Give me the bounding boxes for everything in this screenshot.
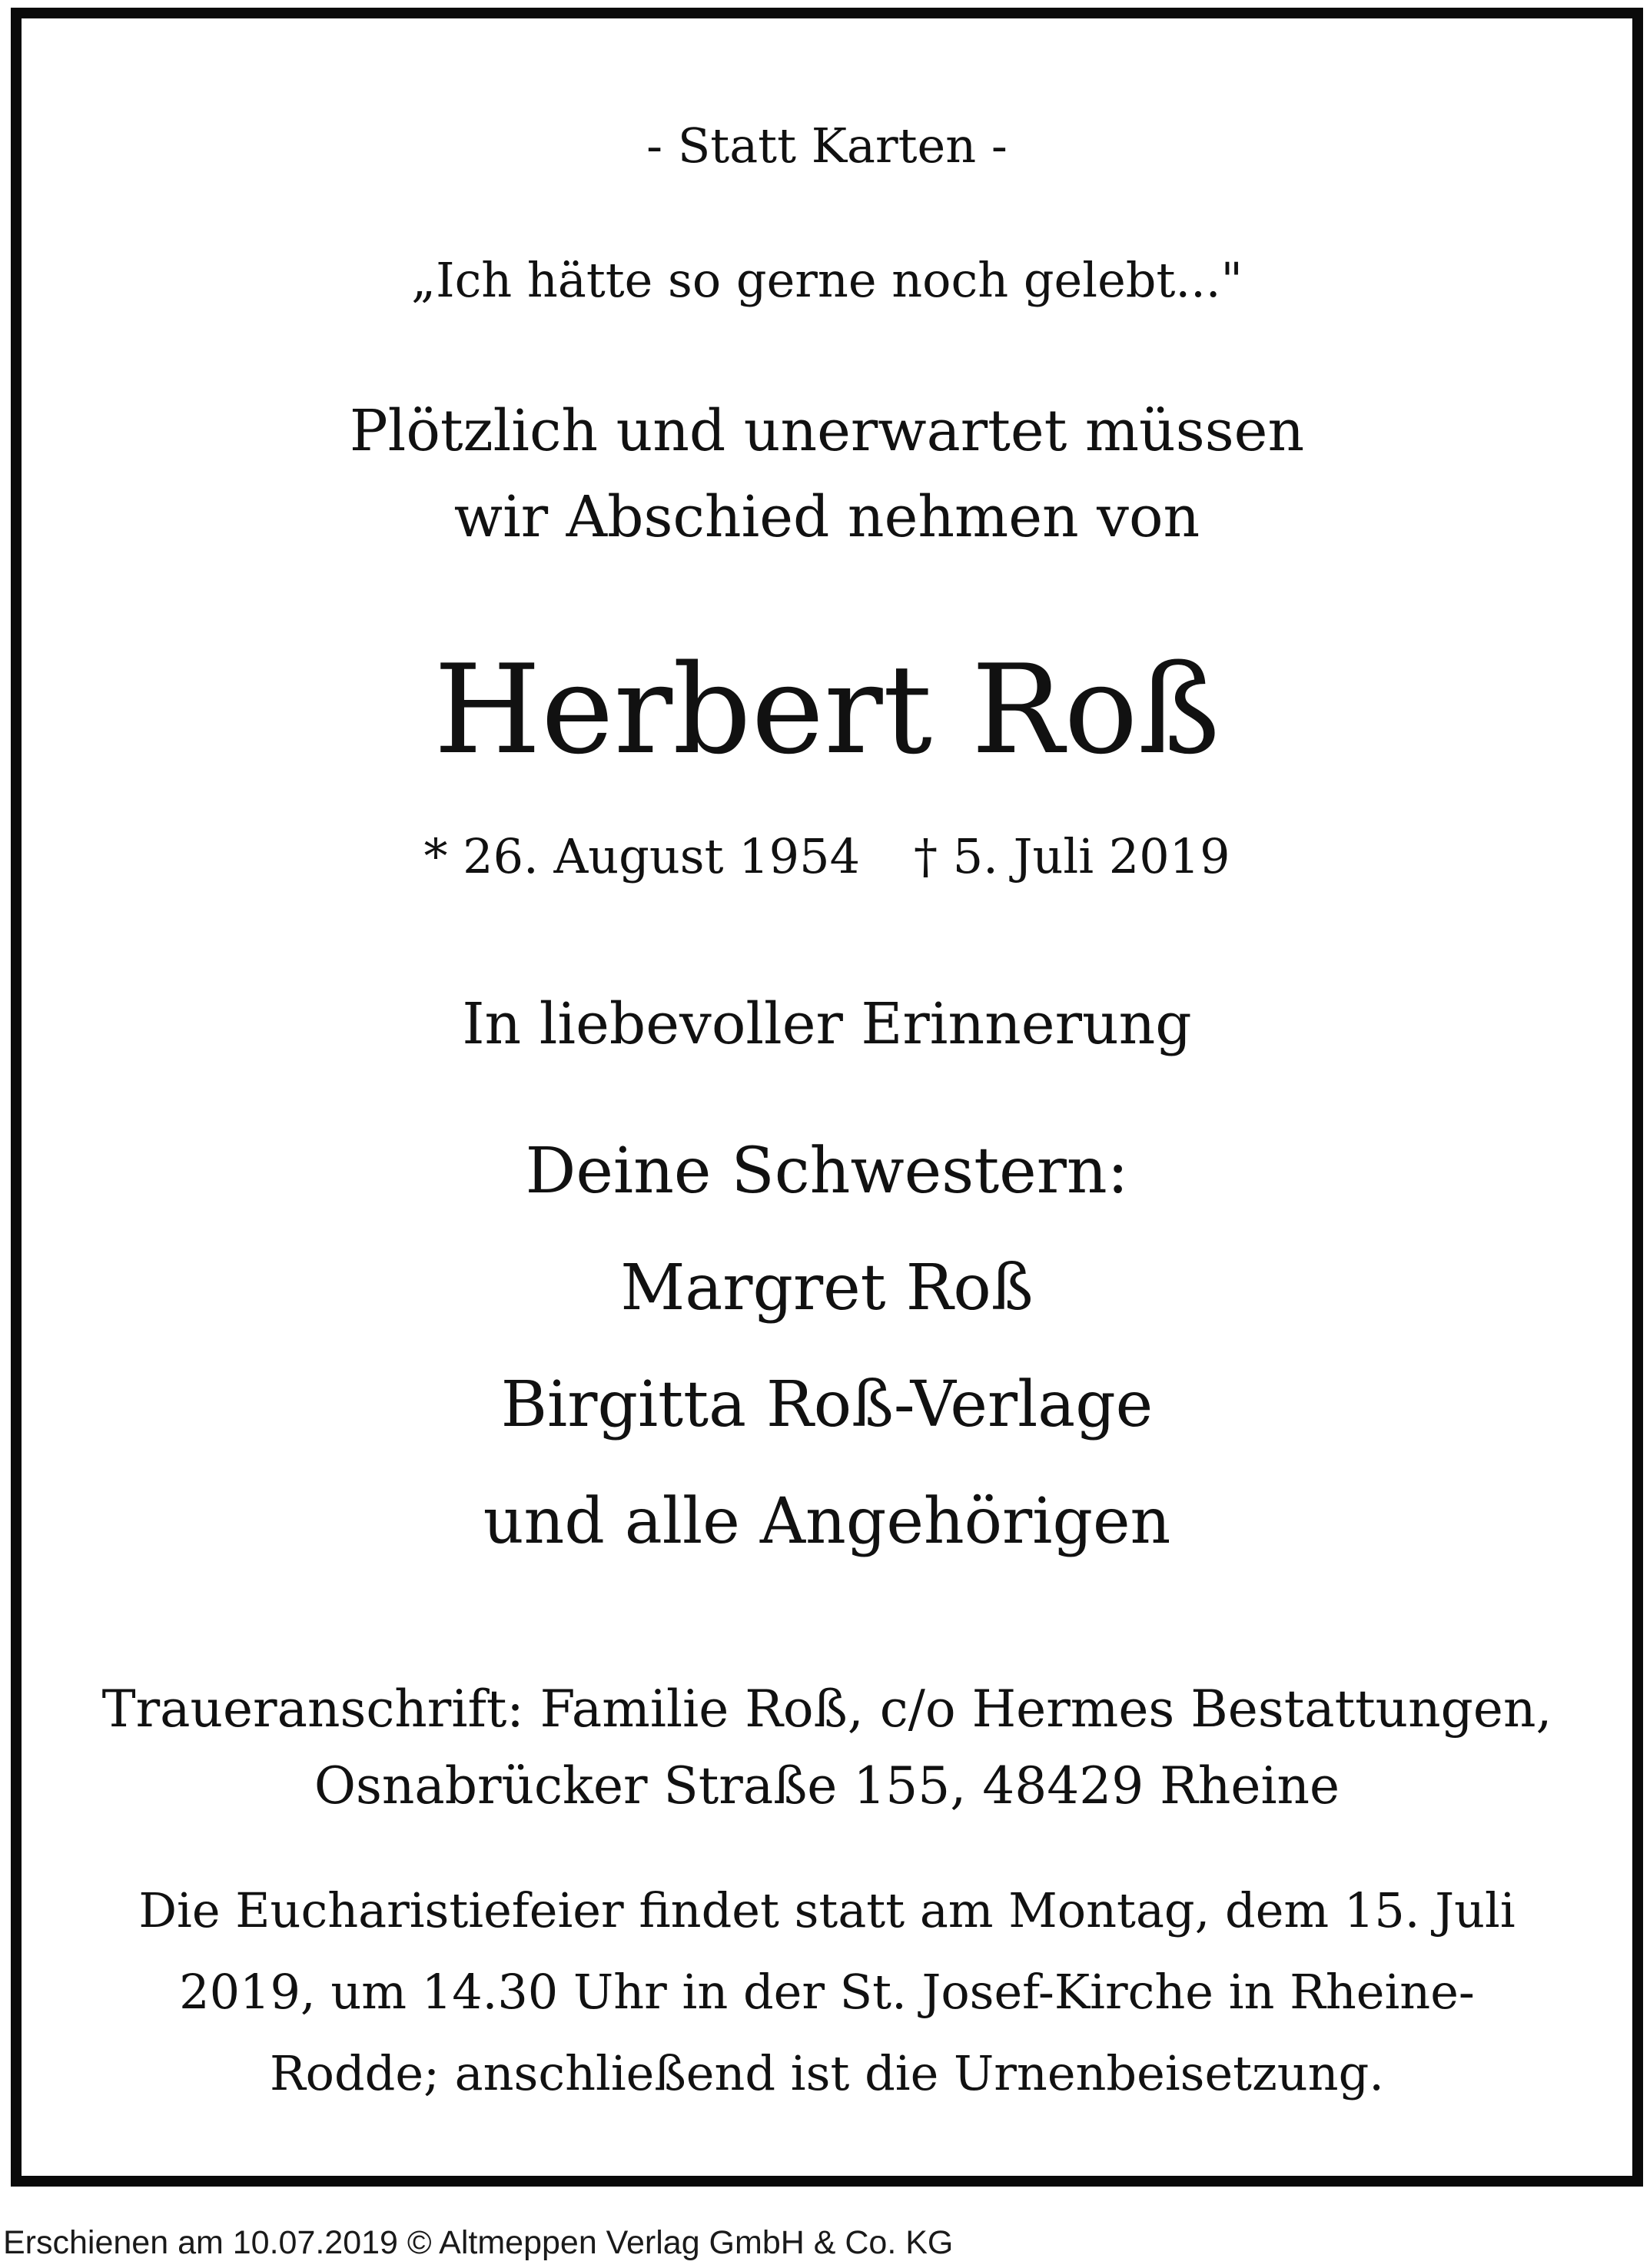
deceased-name: Herbert Roß [433,638,1220,781]
birth-date: * 26. August 1954 [423,828,861,884]
mourner-line-3: Birgitta Roß-Verlage [500,1368,1154,1441]
intro-line-2: wir Abschied nehmen von [453,484,1200,550]
mourner-line-1: Deine Schwestern: [525,1135,1129,1208]
quote-text: „Ich hätte so gerne noch gelebt..." [410,252,1243,308]
intro-line-1: Plötzlich und unerwartet müssen [349,398,1305,464]
remembrance-text: In liebevoller Erinnerung [462,991,1192,1057]
service-line-3: Rodde; anschließend ist die Urnenbeisetzung. [269,2045,1384,2101]
mourner-line-2: Margret Roß [620,1252,1034,1325]
service-line-1: Die Eucharistiefeier findet statt am Montag, dem 15. Juli [138,1882,1516,1938]
header-text: - Statt Karten - [646,118,1008,174]
service-line-2: 2019, um 14.30 Uhr in der St. Josef-Kirche in Rheine- [179,1964,1475,2020]
address-line-2: Osnabrücker Straße 155, 48429 Rheine [314,1756,1340,1815]
obituary-frame [11,8,1643,2187]
address-line-1: Traueranschrift: Familie Roß, c/o Hermes Bestattungen, [101,1679,1552,1739]
death-date: † 5. Juli 2019 [914,828,1230,884]
mourner-line-4: und alle Angehörigen [483,1485,1171,1558]
life-dates [22,828,1632,884]
publication-footer: Erschienen am 10.07.2019 © Altmeppen Verlag GmbH & Co. KG [3,2224,954,2261]
